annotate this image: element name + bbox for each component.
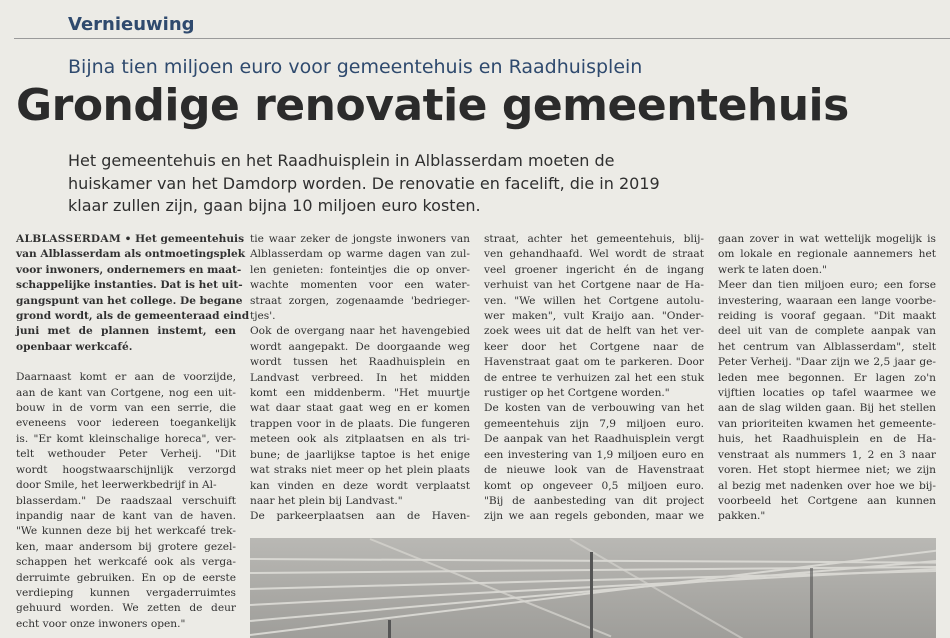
text-line: werk te laten doen."	[718, 263, 827, 276]
article-photo	[250, 538, 936, 638]
intro-paragraph	[68, 150, 708, 218]
text-line: verhuist van het Cortgene naar de Ha-	[484, 279, 704, 292]
text-line: een investering van 1,9 miljoen euro en	[484, 448, 704, 461]
text-line: schappelijke instanties. Dat is het uit-	[16, 279, 243, 292]
text-line: straat, achter het gemeentehuis, blij-	[484, 233, 704, 245]
text-line: investering, waaraan een lange voorbe-	[718, 294, 936, 307]
text-line: gemeentehuis zijn 7,9 miljoen euro.	[484, 417, 704, 430]
text-line: Landvast verbreed. In het midden	[250, 371, 470, 384]
headline: Grondige renovatie gemeentehuis	[16, 80, 849, 131]
text-line: wachte momenten voor een water-	[250, 279, 470, 292]
text-line: ven gehandhaafd. Wel wordt de straat	[484, 248, 704, 261]
kicker: Bijna tien miljoen euro voor gemeentehuis en Raadhuisplein	[68, 56, 643, 78]
text-line: schappen het werkcafé ook als verga-	[16, 556, 236, 569]
text-line: inpandig naar de kant van de haven.	[16, 509, 236, 522]
text-line: aan de slag wilden gaan. Bij het stellen	[718, 402, 936, 415]
text-line: Daarnaast komt er aan de voorzijde,	[16, 371, 236, 384]
text-line: zijn we aan regels gebonden, maar we	[484, 510, 704, 523]
text-line: voorbeeld het Cortgene aan kunnen	[718, 494, 936, 507]
text-line: venstraat als nummers 1, 2 en 3 naar	[718, 448, 936, 461]
text-line: derruimte gebruiken. En op de eerste	[16, 571, 236, 584]
text-line: komt een middenberm. "Het muurtje	[250, 387, 470, 400]
text-line: De parkeerplaatsen aan de Haven-	[250, 510, 470, 523]
text-line: bouw in de vorm van een serrie, die	[16, 402, 236, 415]
text-line: veel groener ingericht én de ingang	[484, 263, 704, 276]
text-line: deel uit van de complete aanpak van	[718, 325, 936, 338]
text-line: wordt tussen het Raadhuisplein en	[250, 356, 470, 369]
text-line: blasserdam." De raadszaal verschuift	[16, 494, 236, 507]
text-line: zoek wees uit dat de helft van het ver-	[484, 325, 704, 338]
text-line: wat straks niet meer op het plein plaats	[250, 464, 470, 477]
text-line: is. "Er komt kleinschalige horeca", ver-	[16, 432, 236, 445]
text-line: om lokale en regionale aannemers het	[718, 248, 936, 261]
text-line: naar het plein bij Landvast."	[250, 494, 403, 507]
dateline: ALBLASSERDAM	[16, 233, 121, 245]
text-line: Alblasserdam op warme dagen van zul-	[250, 248, 470, 261]
text-line: verdieping kunnen vergaderruimtes	[16, 586, 236, 599]
text-line: eveneens voor iedereen toegankelijk	[16, 417, 236, 430]
text-line: De kosten van de verbouwing van het	[484, 402, 704, 415]
intro-line: Het gemeentehuis en het Raadhuisplein in Alblasserdam moeten de	[68, 151, 615, 170]
text-line: voor inwoners, ondernemers en maat-	[16, 263, 242, 276]
text-line: de nieuwe look van de Havenstraat	[484, 464, 704, 477]
text-line: openbaar werkcafé.	[16, 340, 133, 353]
text-line: wer maken", vult Kraijo aan. "Onder-	[484, 310, 704, 323]
text-line: bune; de jaarlijkse taptoe is het enige	[250, 448, 470, 461]
text-line: gangspunt van het college. De begane	[16, 294, 243, 307]
text-line: het centrum van Alblasserdam", stelt	[718, 340, 936, 353]
text-line: gaan zover in wat wettelijk mogelijk is	[718, 233, 936, 245]
article-column-1	[16, 232, 250, 632]
text-line	[16, 232, 245, 247]
text-line: trappen voor in de plaats. Die fungeren	[250, 417, 470, 430]
text-line: voren. Het stopt hiermee niet; we zijn	[718, 464, 936, 477]
text-line: al bezig met nadenken over hoe we bij-	[718, 479, 936, 492]
text-line: "Bij de aanbesteding van dit project	[484, 494, 704, 507]
text-line: De aanpak van het Raadhuisplein vergt	[484, 433, 704, 446]
text-line: van Alblasserdam als ontmoetingsplek	[16, 248, 246, 261]
article-column-3	[484, 232, 704, 525]
text-line: gehuurd worden. We zetten de deur	[16, 602, 236, 615]
body-paragraph	[16, 370, 236, 632]
text-line: huis, het Raadhuisplein en de Ha-	[718, 433, 936, 446]
article-column-2	[250, 232, 470, 525]
text-line: wordt aangepakt. De doorgaande weg	[250, 340, 470, 353]
text-line: wordt hoogstwaarschijnlijk verzorgd	[16, 463, 236, 476]
text-line: kan vinden en deze wordt verplaatst	[250, 479, 470, 492]
text-line: len genieten: fonteintjes die op onver-	[250, 263, 470, 276]
section-rule	[14, 38, 950, 39]
text-line: de entree te verhuizen zal het een stuk	[484, 371, 704, 384]
intro-line: huiskamer van het Damdorp worden. De renovatie en facelift, die in 2019	[68, 173, 660, 193]
text-line: Havenstraat gaat om te parkeren. Door	[484, 356, 704, 369]
text-line: juni met de plannen instemt, een	[16, 325, 236, 338]
text-line: rustiger op het Cortgene worden."	[484, 387, 670, 400]
text-line: aan de kant van Cortgene, nog een uit-	[16, 386, 236, 399]
lead-text: • Het gemeentehuis	[120, 233, 245, 245]
lead-paragraph	[16, 232, 250, 355]
text-line: Peter Verheij. "Daar zijn we 2,5 jaar ge-	[718, 356, 936, 369]
article-column-4	[718, 232, 936, 525]
text-line: reiding is vooraf gegaan. "Dit maakt	[718, 310, 936, 323]
section-label: Vernieuwing	[68, 14, 195, 35]
text-line: meteen ook als zitplaatsen en als tri-	[250, 433, 470, 446]
text-line: pakken."	[718, 510, 766, 523]
text-line: wat daar staat gaat weg en er komen	[250, 402, 470, 415]
text-line: tie waar zeker de jongste inwoners van	[250, 233, 470, 245]
text-line: Ook de overgang naar het havengebied	[250, 325, 470, 338]
text-line: tjes'.	[250, 310, 276, 323]
text-line: straat zorgen, zogenaamde 'bedrieger-	[250, 294, 470, 307]
text-line: door Smile, het leerwerkbedrijf in Al-	[16, 479, 217, 492]
text-line: grond wordt, als de gemeenteraad eind	[16, 310, 250, 323]
text-line: van prioriteiten kwamen het gemeente-	[718, 417, 936, 430]
text-line: leden mee begonnen. Er lagen zo'n	[718, 371, 936, 384]
text-line: "We kunnen deze bij het werkcafé trek-	[16, 525, 236, 538]
text-line: vijftien locaties op tafel waarmee we	[718, 387, 936, 400]
text-line: echt voor onze inwoners open."	[16, 617, 186, 630]
text-line: ken, maar andersom bij grotere gezel-	[16, 540, 236, 553]
text-line: telt wethouder Peter Verheij. "Dit	[16, 448, 236, 461]
text-line: ven. "We willen het Cortgene autolu-	[484, 294, 704, 307]
text-line: keer door het Cortgene naar de	[484, 340, 704, 353]
text-line: Meer dan tien miljoen euro; een forse	[718, 279, 936, 292]
text-line: komt op ongeveer 0,5 miljoen euro.	[484, 479, 704, 492]
intro-line: klaar zullen zijn, gaan bijna 10 miljoen euro kosten.	[68, 196, 481, 215]
